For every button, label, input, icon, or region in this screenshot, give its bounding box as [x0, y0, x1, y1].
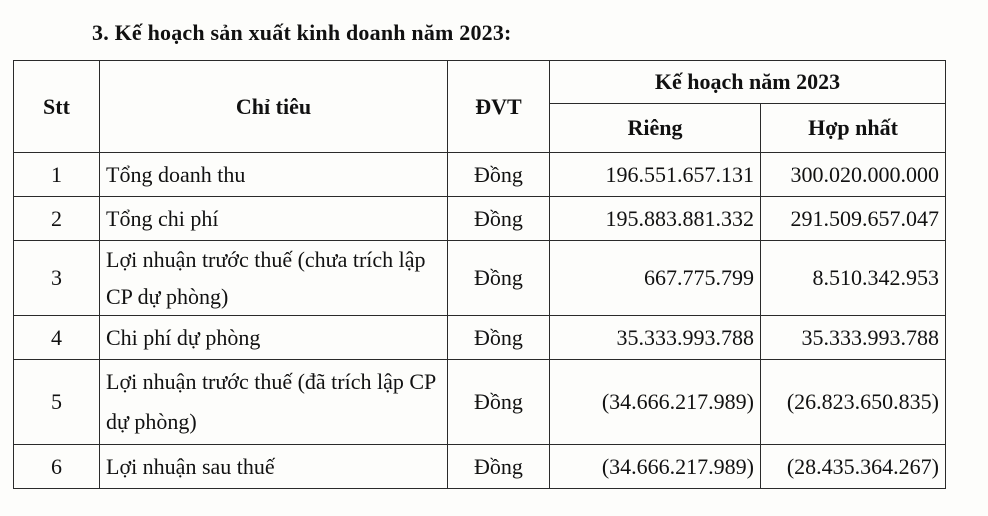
header-plan-2023: Kế hoạch năm 2023	[550, 61, 946, 104]
row-indicator: Chi phí dự phòng	[100, 316, 448, 360]
row-separate-value: 195.883.881.332	[550, 197, 761, 241]
row-consolidated-value: 300.020.000.000	[761, 153, 946, 197]
table-row	[14, 445, 946, 489]
header-separate: Riêng	[550, 104, 761, 153]
row-stt: 3	[14, 241, 100, 316]
row-consolidated-value: 8.510.342.953	[761, 241, 946, 316]
row-consolidated-value: (28.435.364.267)	[761, 445, 946, 489]
row-consolidated-value: 291.509.657.047	[761, 197, 946, 241]
business-plan-table	[13, 60, 946, 489]
table-row	[14, 153, 946, 197]
row-stt: 2	[14, 197, 100, 241]
row-indicator: Tổng chi phí	[100, 197, 448, 241]
header-consolidated: Hợp nhất	[761, 104, 946, 153]
row-separate-value: 35.333.993.788	[550, 316, 761, 360]
table-row	[14, 360, 946, 445]
row-separate-value: (34.666.217.989)	[550, 360, 761, 445]
header-unit: ĐVT	[448, 61, 550, 153]
table-row	[14, 197, 946, 241]
row-stt: 5	[14, 360, 100, 445]
row-stt: 4	[14, 316, 100, 360]
row-indicator: Lợi nhuận trước thuế (chưa trích lập CP dự phòng)	[100, 241, 448, 316]
row-consolidated-value: (26.823.650.835)	[761, 360, 946, 445]
row-unit: Đồng	[448, 153, 550, 197]
row-indicator: Lợi nhuận trước thuế (đã trích lập CP dự phòng)	[100, 360, 448, 445]
row-separate-value: (34.666.217.989)	[550, 445, 761, 489]
header-stt: Stt	[14, 61, 100, 153]
row-consolidated-value: 35.333.993.788	[761, 316, 946, 360]
row-unit: Đồng	[448, 241, 550, 316]
section-heading: 3. Kế hoạch sản xuất kinh doanh năm 2023:	[92, 20, 512, 45]
header-indicator: Chỉ tiêu	[100, 61, 448, 153]
row-unit: Đồng	[448, 197, 550, 241]
row-indicator: Lợi nhuận sau thuế	[100, 445, 448, 489]
table-row	[14, 316, 946, 360]
row-unit: Đồng	[448, 360, 550, 445]
row-unit: Đồng	[448, 316, 550, 360]
table-row	[14, 241, 946, 316]
row-separate-value: 667.775.799	[550, 241, 761, 316]
row-stt: 6	[14, 445, 100, 489]
row-indicator: Tổng doanh thu	[100, 153, 448, 197]
row-stt: 1	[14, 153, 100, 197]
row-unit: Đồng	[448, 445, 550, 489]
row-separate-value: 196.551.657.131	[550, 153, 761, 197]
